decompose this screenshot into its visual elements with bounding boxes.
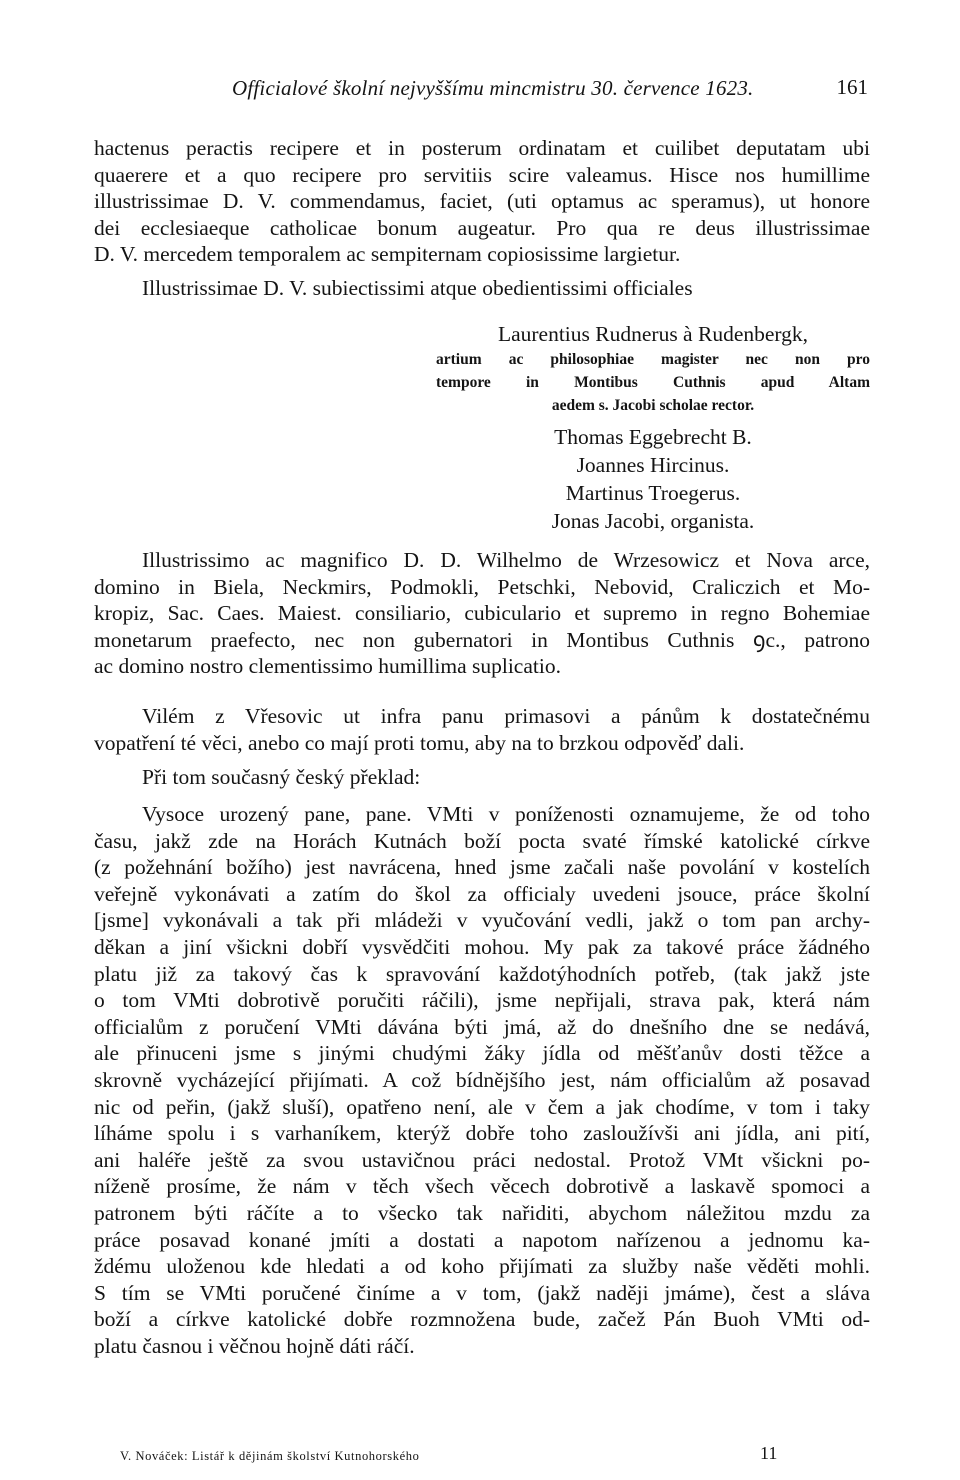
page-number: 161 [836, 75, 868, 99]
signatory-name: Thomas Eggebrecht B. [554, 425, 752, 449]
page-header [94, 72, 870, 106]
text-line: (z požehnání božího) jest navrácena, hned jsme začali naše povolání v kostelích [94, 855, 870, 880]
translation-heading: Při tom současný český překlad: [142, 765, 421, 789]
signatory-name: Martinus Troegerus. [565, 481, 741, 505]
text-line: boží a církve katolické dobře rozmnožena bude, začež Pán Buoh VMti od- [94, 1307, 870, 1332]
text-line: líháme spolu i s varhaníkem, kterýž dobře toho zasloužívši ani jídla, ani pití, [94, 1121, 870, 1146]
text-line: [jsme] vykonávali a tak při mládeži v vyučování vedli, jakž o tom pan archy- [94, 908, 870, 933]
signatory-name: Laurentius Rudnerus à Rudenbergk, [497, 322, 809, 346]
text-line: času, jakž zde na Horách Kutnách boží pocta svaté římské katolické církve [94, 828, 870, 853]
text-line: Vilém z Vřesovic ut infra panu primasovi a pánům k dostatečnému [142, 704, 870, 728]
text-line: veřejně vykonávati a zatím do škol za officialy uvedeni jsouce, práce školní [94, 881, 870, 906]
signatory-name: Joannes Hircinus. [576, 453, 730, 477]
text-line: platu časnou i věčnou hojně dáti ráčí. [94, 1333, 415, 1358]
running-title: Officialové školní nejvyššímu mincmistru 30. července 1623. [232, 76, 754, 100]
text-line: ac domino nostro clementissimo humillima suplicatio. [94, 654, 561, 679]
editorial-note [94, 703, 870, 756]
text-line: S tím se VMti poručené činíme a v tom, (jakž naději jmáme), čest a sláva [94, 1280, 870, 1305]
footer-citation: V. Nováček: Listář k dějinám školství Kutnohorského [120, 1449, 420, 1463]
signatory-title-line: artium ac philosophiae magister nec non pro [436, 351, 870, 368]
signatory-title-line: tempore in Montibus Cuthnis apud Altam [436, 374, 870, 391]
text-line: Vysoce urozený pane, pane. VMti v poníženosti oznamujeme, že od toho [142, 802, 870, 826]
text-line: kropiz, Sac. Caes. Maiest. consiliario, cubiculario et supremo in regno Bohemiae [94, 601, 870, 626]
text-line: platu již za takový čas k spravování každotýhodních potřeb, (tak jakž jste [94, 961, 870, 986]
text-line: quaerere et a quo recipere pro servitiis scire valeamus. Hisce nos humillime [94, 162, 870, 187]
text-line: nic od peřin, (jakž sluší), opatřeno není, ale v čem a jak chodíme, v tom i taky [94, 1094, 870, 1119]
page-footer [120, 1443, 780, 1473]
text-line: děkan a jiní všickni dobří vysvědčiti mohou. My pak za takové práce žádného [94, 934, 870, 959]
signatory-name: Jonas Jacobi, organista. [551, 509, 755, 533]
text-line: vopatření té věci, anebo co mají proti tomu, aby na to brzkou odpověď dali. [94, 730, 745, 755]
address-block [94, 547, 870, 680]
text-line: hactenus peractis recipere et in posterum ordinatam et cuilibet deputatam ubi [94, 136, 870, 160]
closing-formula: Illustrissimae D. V. subiectissimi atque obedientissimi officiales [142, 275, 693, 300]
signature-block [436, 320, 870, 535]
text-line: o tom VMti dobrotivě poručiti ráčili), jsme nepřijali, strava pak, která nám [94, 988, 870, 1013]
text-line: ždému uloženou kde hledati a od koho přijímati za služby naše věděti mohli. [94, 1254, 870, 1279]
text-line: dei ecclesiaeque catholicae bonum augeatur. Pro qua re deus illustrissimae [94, 215, 870, 240]
text-line: monetarum praefecto, nec non gubernatori in Montibus Cuthnis ꝯc., patrono [94, 627, 870, 652]
text-line: Illustrissimo ac magnifico D. D. Wilhelmo de Wrzesowicz et Nova arce, [142, 548, 870, 572]
latin-letter-body [94, 135, 870, 302]
signatory-title-line: aedem s. Jacobi scholae rector. [551, 397, 755, 414]
text-line: ale přinuceni jsme s jinými chudými žáky jídla od měšťanův dosti těžce a [94, 1041, 870, 1066]
translation-heading-block [94, 764, 870, 791]
text-line: práce posavad konané jmíti a dostati a napotom nařízenou a jednomu ka- [94, 1227, 870, 1252]
text-line: officialům z poručení VMti dávána býti jmá, až do dnešního dne se nedává, [94, 1014, 870, 1039]
text-line: ani haléře ještě za svou ustavičnou práci nedostal. Protož VMt všickni po- [94, 1147, 870, 1172]
text-line: D. V. mercedem temporalem ac sempiternam copiosissime largietur. [94, 242, 681, 267]
text-line: skrovně vycházející přijímati. A což bídnějšího jest, nám officialům až posavad [94, 1067, 870, 1092]
text-line: níženě prosíme, že nám v těch všech věcech dobrotivě a laskavě spomoci a [94, 1174, 870, 1199]
text-line: illustrissimae D. V. commendamus, faciet, (uti optamus ac speramus), ut honore [94, 189, 870, 214]
text-line: patronem býti ráčíte a to všecko tak nařiditi, abychom náležitou mzdu za [94, 1200, 870, 1225]
sheet-number: 11 [760, 1443, 778, 1463]
text-line: domino in Biela, Neckmirs, Podmokli, Petschki, Nebovid, Craliczich et Mo- [94, 574, 870, 599]
translation-body [94, 801, 870, 1359]
